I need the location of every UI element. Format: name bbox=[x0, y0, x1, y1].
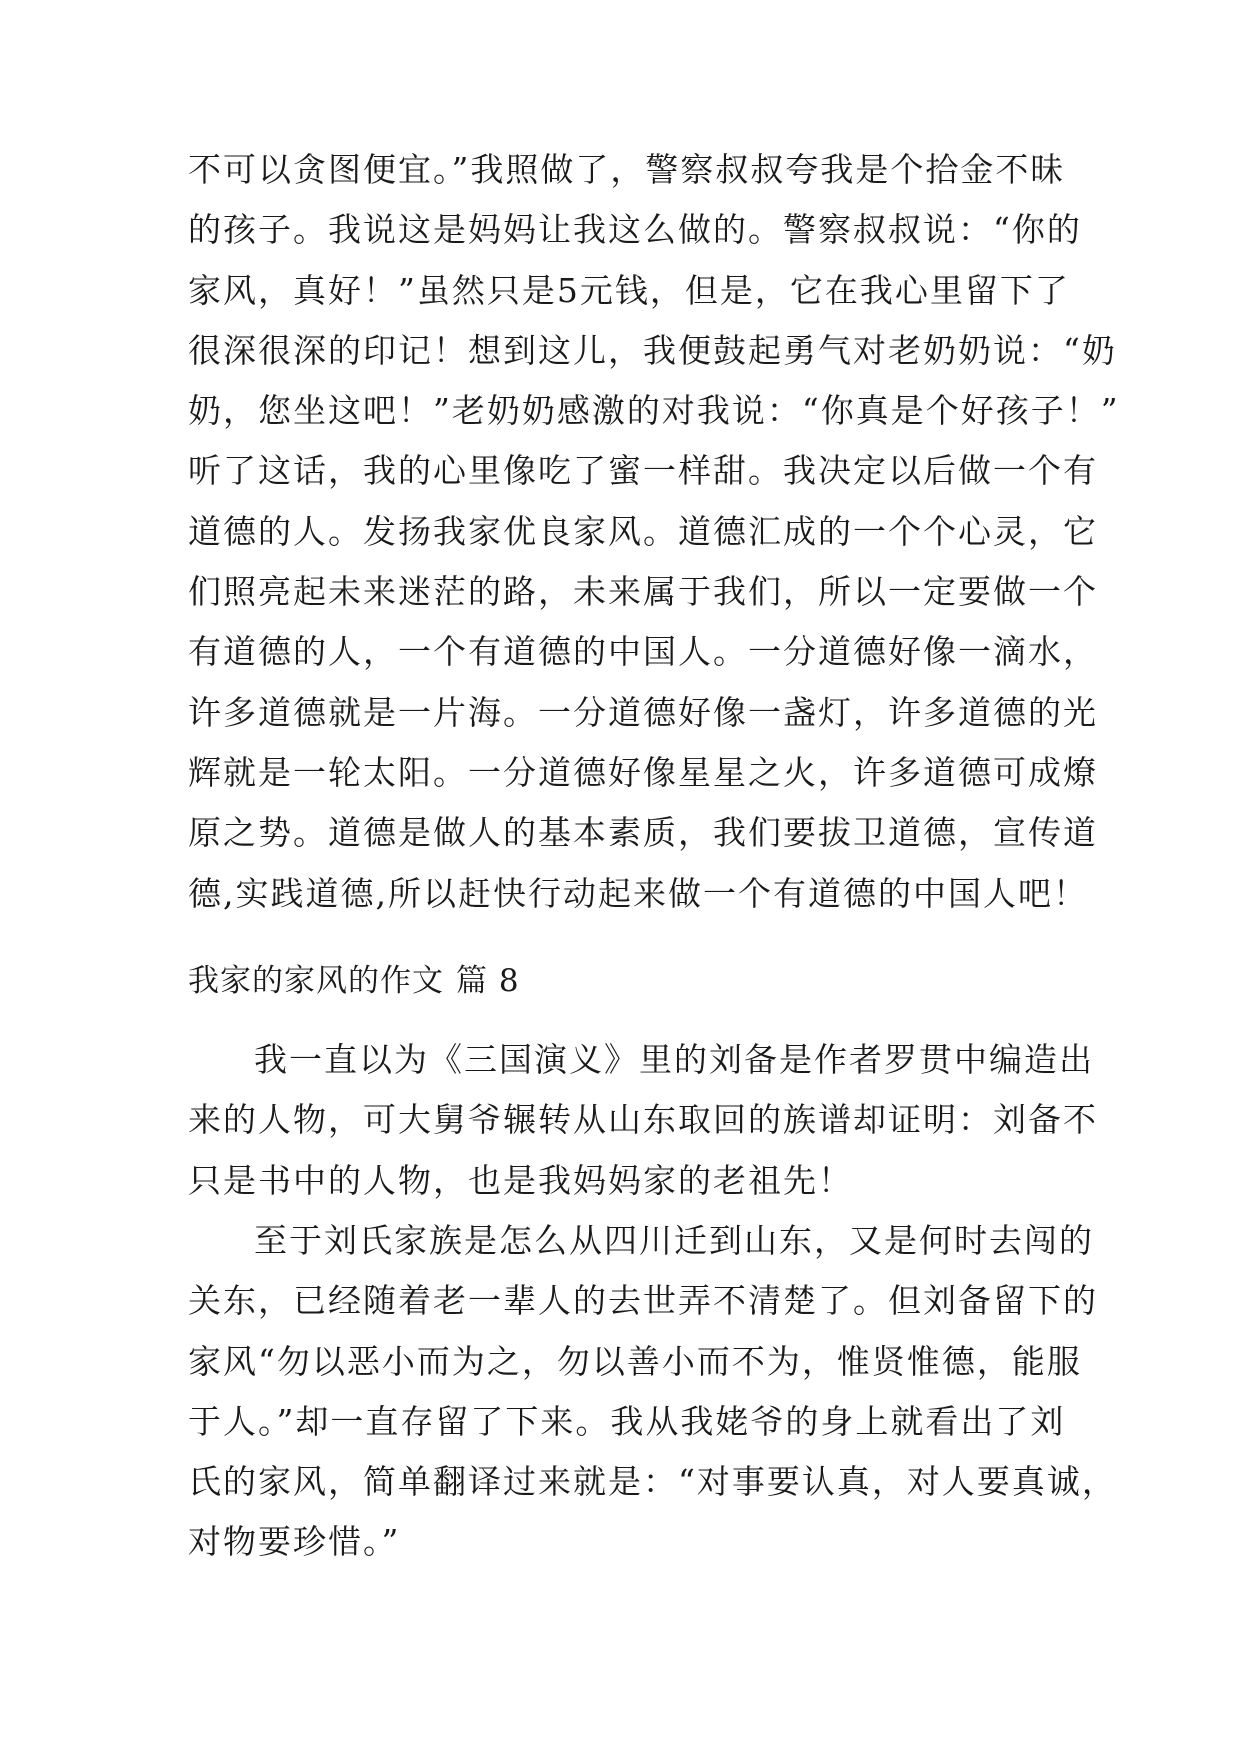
text-line: 奶，您坐这吧！”老奶奶感激的对我说：“你真是个好孩子！” bbox=[188, 391, 1120, 431]
text-line: 我一直以为《三国演义》里的刘备是作者罗贯中编造出 bbox=[254, 1040, 1094, 1079]
section-1-text bbox=[188, 140, 1120, 924]
text-line: 氏的家风，简单翻译过来就是：“对事要认真，对人要真诚， bbox=[188, 1462, 1117, 1502]
text-line: 原之势。道德是做人的基本素质，我们要拔卫道德，宣传道 bbox=[188, 813, 1098, 853]
text-line: 于人。”却一直存留了下来。我从我姥爷的身上就看出了刘 bbox=[188, 1401, 1066, 1441]
text-line: 道德的人。发扬我家优良家风。道德汇成的一个个心灵，它 bbox=[188, 511, 1098, 551]
paragraph-3 bbox=[188, 1211, 1117, 1573]
text-line: 许多道德就是一片海。一分道德好像一盏灯，许多道德的光 bbox=[188, 692, 1098, 732]
text-line: 家风，真好！”虽然只是5元钱，但是，它在我心里留下了 bbox=[188, 270, 1070, 310]
text-line: 们照亮起未来迷茫的路，未来属于我们，所以一定要做一个 bbox=[188, 572, 1098, 612]
text-line: 来的人物，可大舅爷辗转从山东取回的族谱却证明：刘备不 bbox=[188, 1100, 1098, 1140]
text-line: 的孩子。我说这是妈妈让我这么做的。警察叔叔说：“你的 bbox=[188, 210, 1082, 250]
text-line: 只是书中的人物，也是我妈妈家的老祖先！ bbox=[188, 1160, 853, 1200]
text-line: 家风“勿以恶小而为之，勿以善小而不为，惟贤惟德，能服 bbox=[188, 1341, 1082, 1381]
text-line: 关东，已经随着老一辈人的去世弄不清楚了。但刘备留下的 bbox=[188, 1281, 1098, 1321]
text-line: 对物要珍惜。” bbox=[188, 1522, 401, 1562]
heading-title: 我家的家风的作文 bbox=[188, 963, 444, 999]
text-line: 德,实践道德,所以赶快行动起来做一个有道德的中国人吧！ bbox=[188, 873, 1088, 913]
text-line: 至于刘氏家族是怎么从四川迁到山东，又是何时去闯的 bbox=[254, 1221, 1094, 1260]
text-line: 有道德的人，一个有道德的中国人。一分道德好像一滴水， bbox=[188, 632, 1098, 672]
paragraph-2 bbox=[188, 1030, 1098, 1211]
text-line: 不可以贪图便宜。”我照做了，警察叔叔夸我是个拾金不昧 bbox=[188, 150, 1066, 189]
text-line: 很深很深的印记！想到这儿，我便鼓起勇气对老奶奶说：“奶 bbox=[188, 330, 1117, 370]
text-line: 听了这话，我的心里像吃了蜜一样甜。我决定以后做一个有 bbox=[188, 451, 1098, 491]
text-line: 辉就是一轮太阳。一分道德好像星星之火，许多道德可成燎 bbox=[188, 752, 1098, 792]
heading-number: 篇 8 bbox=[456, 963, 520, 999]
section-heading bbox=[188, 955, 520, 1000]
